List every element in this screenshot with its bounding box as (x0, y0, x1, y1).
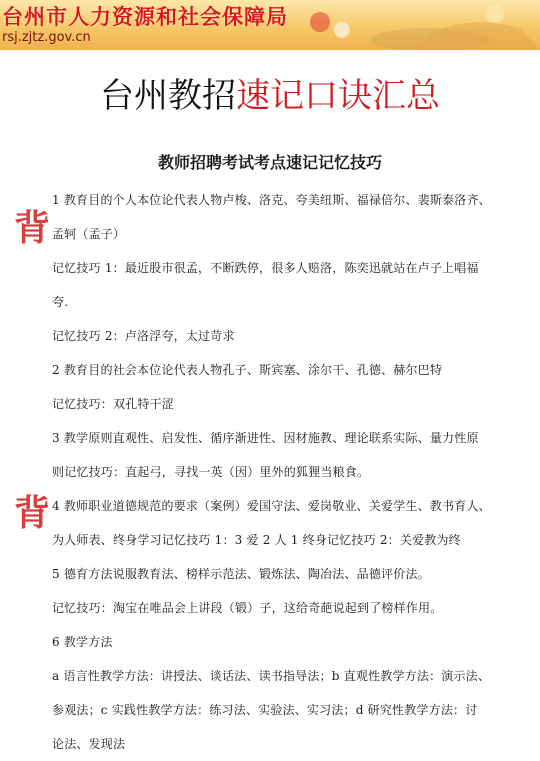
site-banner (0, 0, 540, 50)
title-part-black: 台州教招 (100, 76, 236, 116)
recite-stamp-1: 背 (14, 207, 51, 249)
text-line: 孟轲（孟子） (52, 227, 126, 241)
text-line: 参观法；c 实践性教学方法：练习法、实验法、实习法；d 研究性教学方法：讨 (52, 703, 478, 717)
document-title (0, 68, 540, 117)
text-line: 6 教学方法 (52, 635, 113, 649)
text-line: a 语言性教学方法：讲授法、谈话法、读书指导法；b 直观性教学方法：演示法、 (52, 669, 491, 683)
text-line: 论法、发现法 (52, 737, 126, 751)
document-body (52, 183, 492, 761)
text-line: 则记忆技巧：直起弓，寻找一英（因）里外的狐狸当粮食。 (52, 465, 370, 479)
text-line: 记忆技巧：淘宝在唯品会上讲段（锻）子，这给奇葩说起到了榜样作用。 (52, 601, 443, 615)
recite-stamp-2: 背 (14, 492, 51, 534)
text-line: 记忆技巧：双孔特干涩 (52, 397, 175, 411)
document-subtitle: 教师招聘考试考点速记记忆技巧 (157, 153, 382, 172)
text-line: 为人师表、终身学习记忆技巧 1：3 爱 2 人 1 终身记忆技巧 2：关爱教为终 (52, 533, 461, 547)
text-line: 4 教师职业道德规范的要求（案例）爱国守法、爱岗敬业、关爱学生、教书育人、 (52, 499, 491, 513)
banner-url[interactable]: rsj.zjtz.gov.cn (2, 30, 91, 45)
text-line: 1 教育目的个人本位论代表人物卢梭、洛克、夸美纽斯、福禄倍尔、裴斯泰洛齐、 (52, 193, 491, 207)
text-line: 夸. (52, 295, 69, 309)
banner-decoration-image (290, 0, 540, 50)
text-line: 5 德育方法说服教育法、榜样示范法、锻炼法、陶冶法、品德评价法。 (52, 567, 430, 581)
text-line: 3 教学原则直观性、启发性、循序渐进性、因材施教、理论联系实际、量力性原 (52, 431, 479, 445)
text-line: 记忆技巧 2：卢洛浮夸，太过苛求 (52, 329, 235, 343)
banner-title: 台州市人力资源和社会保障局 (2, 5, 288, 29)
text-line: 2 教育目的社会本位论代表人物孔子、斯宾塞、涂尔干、孔德、赫尔巴特 (52, 363, 443, 377)
text-line: 记忆技巧 1：最近股市很孟，不断跌停，很多人赔洛，陈奕迅就站在卢子上唱福 (52, 261, 479, 275)
title-part-red: 速记口诀汇总 (236, 76, 440, 116)
